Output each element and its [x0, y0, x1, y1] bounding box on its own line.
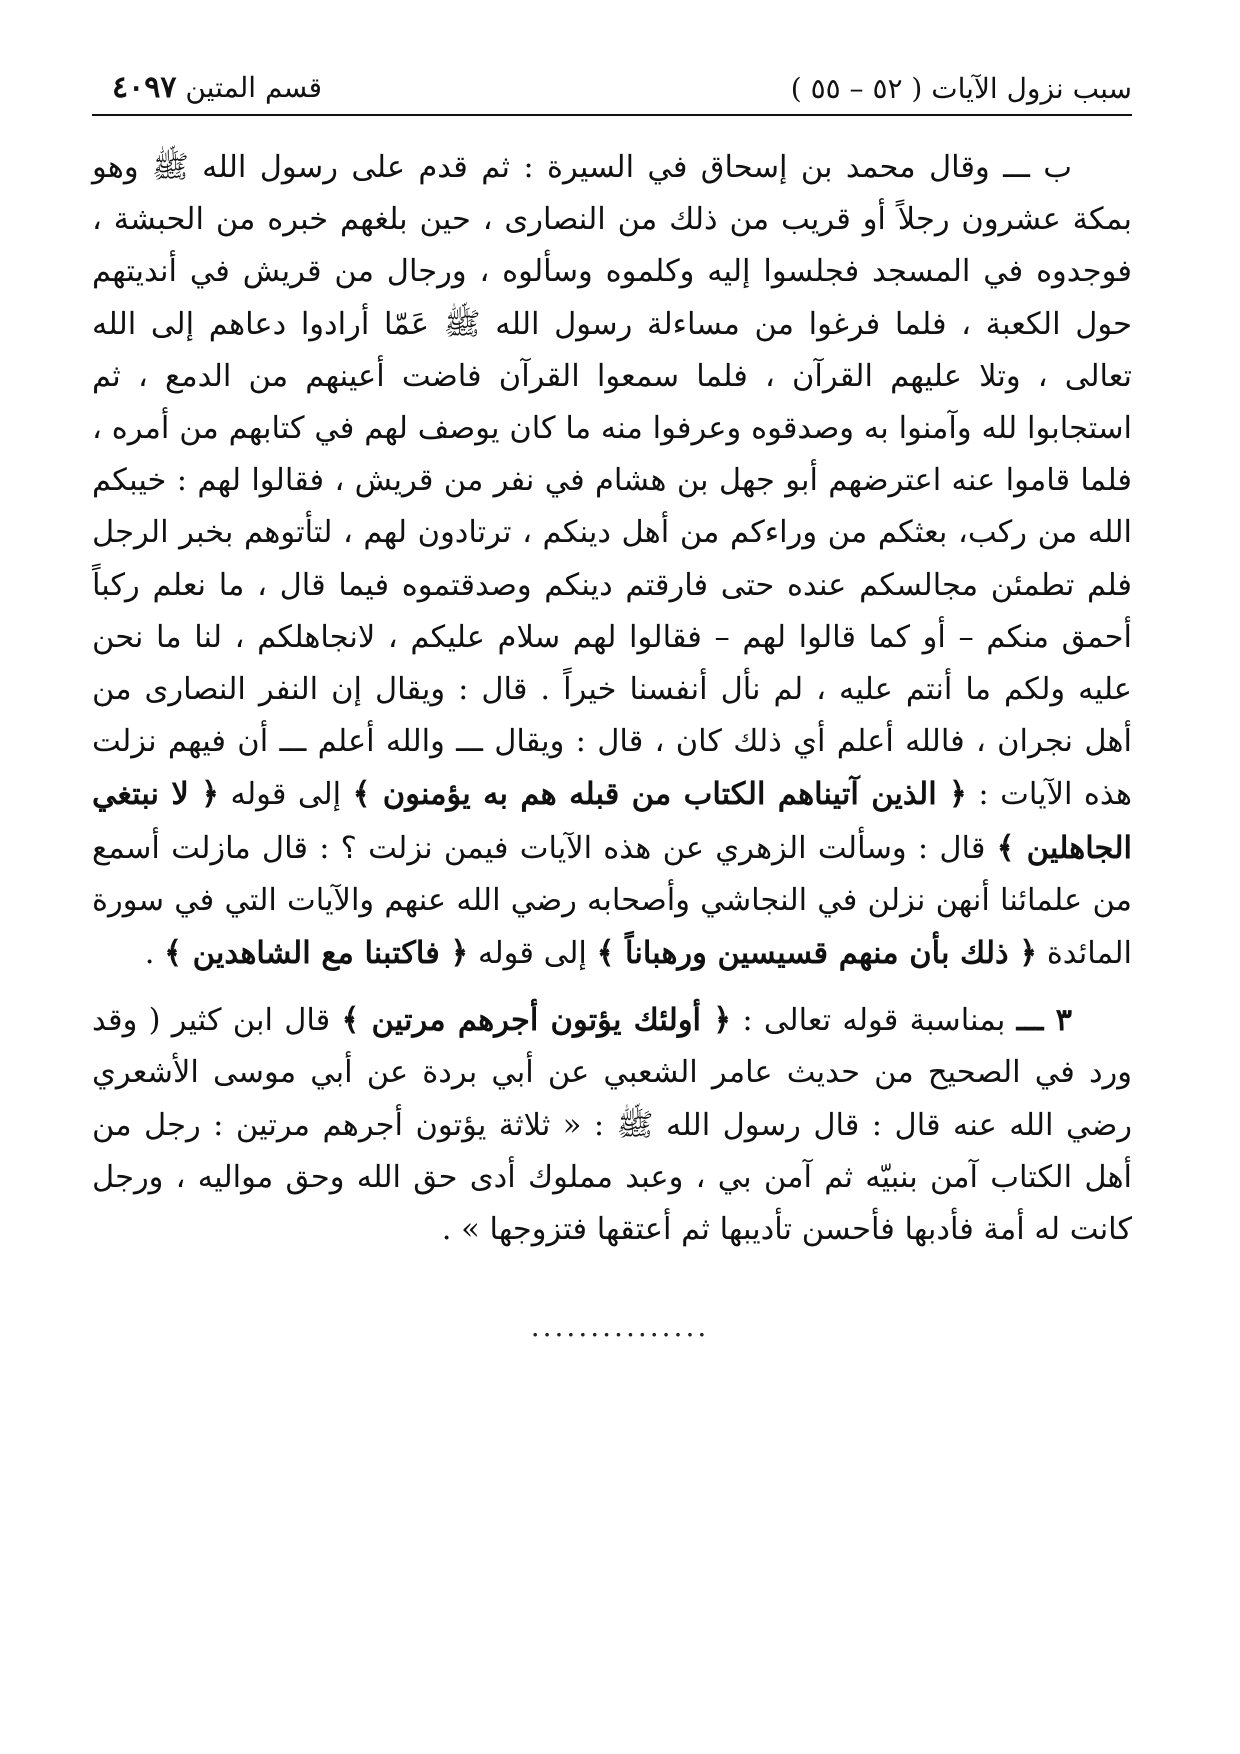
text-segment: قال : وسألت الزهري عن هذه الآيات فيمن نزلت ؟ : قال مازلت أسمع من علمائنا أنهن نزلن في النجاشي وأصحابه رضي الله عنهم والآيات التي في سورة المائدة — [92, 830, 1132, 972]
header-rule — [92, 114, 1132, 116]
page-header — [92, 62, 1132, 112]
body-text — [92, 142, 1132, 1256]
bold-text-segment: ﴿ أولئك يؤتون أجرهم مرتين ﴾ — [341, 1002, 732, 1039]
text-segment: إلى قوله — [468, 936, 597, 972]
section-name: قسم المتين — [185, 71, 322, 104]
paragraph-b — [92, 142, 1132, 980]
bold-text-segment: ﴿ لا نبتغي الجاهلين ﴾ — [92, 776, 1133, 866]
bold-text-segment: ﴿ فاكتبنا مع الشاهدين ﴾ — [164, 935, 469, 972]
bold-text-segment: ﴿ ذلك بأن منهم قسيسين ورهباناً ﴾ — [596, 935, 1038, 972]
text-segment: إلى قوله — [219, 777, 353, 813]
running-title: سبب نزول الآيات ( ٥٢ – ٥٥ ) — [790, 72, 1132, 105]
page-number: ٤٠٩٧ — [112, 70, 177, 105]
bold-text-segment: ٣ ـــ — [1016, 1002, 1072, 1039]
text-segment: بمناسبة قوله تعالى : — [731, 1003, 1017, 1039]
text-segment: قال ابن كثير ( وقد ورد في الصحيح من حديث عامر الشعبي عن أبي بردة عن أبي موسى الأشعري رضي الله عنه قال : قال رسول الله ﷺ : « ثلاثة يؤتون أجرهم مرتين : رجل من أهل الكتاب آمن بنبيّه ثم آمن بي ، وعبد مملوك أدى حق الله وحق مواليه ، ورجل كانت له أمة فأدبها فأحسن تأديبها ثم أعتقها فتزوجها » . — [92, 1003, 1132, 1248]
end-separator: ............... — [530, 1310, 710, 1343]
text-segment: . — [144, 936, 165, 972]
text-segment: ب ـــ وقال محمد بن إسحاق في السيرة : ثم قدم على رسول الله ﷺ وهو بمكة عشرون رجلاً أو قريب من ذلك من النصارى ، حين بلغهم خبره من الحبشة ، فوجدوه في المسجد فجلسوا إليه وكلموه وسألوه ، ورجال من قريش في أنديتهم حول الكعبة ، فلما فرغوا من مساءلة رسول الله ﷺ عَمّا أرادوا دعاهم إلى الله تعالى ، وتلا عليهم القرآن ، فلما سمعوا القرآن فاضت أعينهم من الدمع ، ثم استجابوا لله وآمنوا به وصدقوه وعرفوا منه ما كان يوصف لهم في كتابهم من أمره ، فلما قاموا عنه اعترضهم أبو جهل بن هشام في نفر من قريش ، فقالوا لهم : خيبكم الله من ركب، بعثكم من وراءكم من أهل دينكم ، ترتادون لهم ، لتأتوهم بخبر الرجل فلم تطمئن مجالسكم عنده حتى فارقتم دينكم وصدقتموه فيما قال ، ما نعلم ركباً أحمق منكم – أو كما قالوا لهم – فقالوا لهم سلام عليكم ، لانجاهلكم ، لنا ما نحن عليه ولكم ما أنتم عليه ، لم نأل أنفسنا خيراً . قال : ويقال إن النفر النصارى من أهل نجران ، فالله أعلم أي ذلك كان ، قال : ويقال ـــ والله أعلم ـــ أن فيهم نزلت هذه الآيات : — [92, 150, 1132, 813]
paragraph-3 — [92, 994, 1132, 1256]
page-header-left — [92, 70, 322, 105]
bold-text-segment: ﴿ الذين آتيناهم الكتاب من قبله هم به يؤمنون ﴾ — [352, 776, 967, 813]
